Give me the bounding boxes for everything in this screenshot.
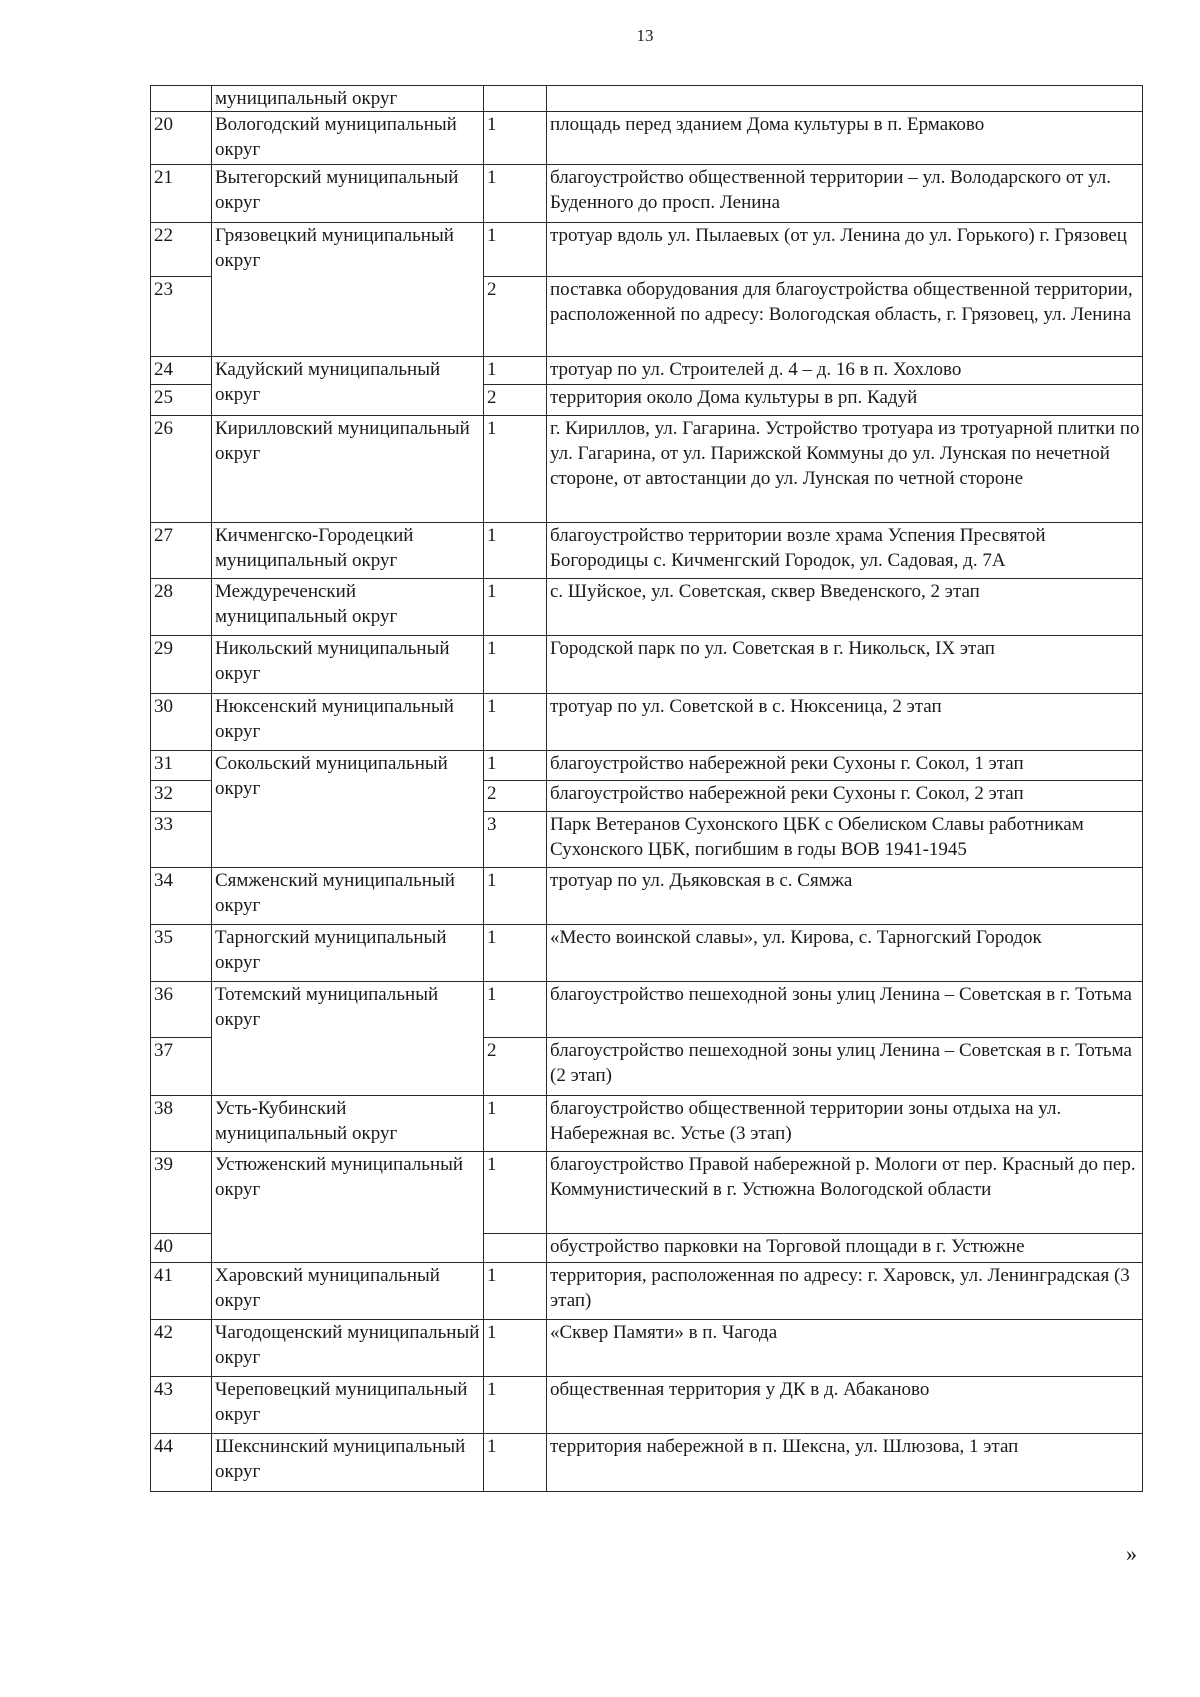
- object-cell: обустройство парковки на Торговой площади в г. Устюжне: [547, 1234, 1143, 1263]
- row-number: 37: [151, 1038, 212, 1096]
- order-cell: 1: [484, 1263, 547, 1320]
- order-cell: 1: [484, 165, 547, 223]
- object-cell: благоустройство Правой набережной р. Мологи от пер. Красный до пер. Коммунистический в г. Устюжна Вологодской области: [547, 1152, 1143, 1234]
- order-cell: 1: [484, 1320, 547, 1377]
- table-row: [151, 112, 1143, 165]
- table-row: [151, 925, 1143, 982]
- object-cell: тротуар по ул. Дьяковская в с. Сямжа: [547, 868, 1143, 925]
- object-cell: территория набережной в п. Шексна, ул. Шлюзова, 1 этап: [547, 1434, 1143, 1492]
- row-number: 34: [151, 868, 212, 925]
- row-number: 20: [151, 112, 212, 165]
- object-cell: тротуар по ул. Советской в с. Нюксеница, 2 этап: [547, 694, 1143, 751]
- table-row: [151, 982, 1143, 1038]
- district-cell: Шекснинский муниципальный округ: [212, 1434, 484, 1492]
- objects-table: [150, 85, 1143, 1492]
- table-row: [151, 868, 1143, 925]
- row-number: 31: [151, 751, 212, 781]
- order-cell: 2: [484, 781, 547, 812]
- order-cell: 1: [484, 112, 547, 165]
- table-row: [151, 636, 1143, 694]
- district-cell: Кирилловский муниципальный округ: [212, 416, 484, 523]
- page-number: 13: [636, 26, 654, 45]
- district-cell: Сокольский муниципальный округ: [212, 751, 484, 868]
- object-cell: Парк Ветеранов Сухонского ЦБК с Обелиском Славы работникам Сухонского ЦБК, погибшим в годы ВОВ 1941-1945: [547, 812, 1143, 868]
- object-cell: благоустройство территории возле храма Успения Пресвятой Богородицы с. Кичменгский Городок, ул. Садовая, д. 7А: [547, 523, 1143, 579]
- object-cell: благоустройство пешеходной зоны улиц Ленина – Советская в г. Тотьма: [547, 982, 1143, 1038]
- order-cell: 2: [484, 277, 547, 357]
- order-cell: [484, 1234, 547, 1263]
- object-cell: Городской парк по ул. Советская в г. Никольск, IX этап: [547, 636, 1143, 694]
- object-cell: площадь перед зданием Дома культуры в п. Ермаково: [547, 112, 1143, 165]
- object-cell: территория около Дома культуры в рп. Кадуй: [547, 385, 1143, 416]
- row-number: 44: [151, 1434, 212, 1492]
- order-cell: 2: [484, 385, 547, 416]
- order-cell: 1: [484, 357, 547, 385]
- object-cell: [547, 86, 1143, 112]
- district-cell: Череповецкий муниципальный округ: [212, 1377, 484, 1434]
- row-number: 42: [151, 1320, 212, 1377]
- closing-quote-mark: »: [1126, 1541, 1137, 1566]
- order-cell: 1: [484, 694, 547, 751]
- table-row: [151, 523, 1143, 579]
- row-number: 38: [151, 1096, 212, 1152]
- table-row: [151, 1263, 1143, 1320]
- row-number: 33: [151, 812, 212, 868]
- row-number: 39: [151, 1152, 212, 1234]
- row-number: 22: [151, 223, 212, 277]
- order-cell: 1: [484, 982, 547, 1038]
- object-cell: благоустройство пешеходной зоны улиц Ленина – Советская в г. Тотьма (2 этап): [547, 1038, 1143, 1096]
- district-cell: Кичменгско-Городецкий муниципальный округ: [212, 523, 484, 579]
- row-number: 36: [151, 982, 212, 1038]
- district-cell: Усть-Кубинский муниципальный округ: [212, 1096, 484, 1152]
- order-cell: 1: [484, 925, 547, 982]
- table-row: [151, 1096, 1143, 1152]
- row-number: 24: [151, 357, 212, 385]
- table-row: [151, 1377, 1143, 1434]
- row-number: 21: [151, 165, 212, 223]
- table-row: [151, 416, 1143, 523]
- row-number: 23: [151, 277, 212, 357]
- order-cell: 1: [484, 223, 547, 277]
- table-row: [151, 357, 1143, 385]
- district-cell: Тарногский муниципальный округ: [212, 925, 484, 982]
- order-cell: 1: [484, 1152, 547, 1234]
- order-cell: 1: [484, 636, 547, 694]
- object-cell: поставка оборудования для благоустройства общественной территории, расположенной по адресу: Вологодская область, г. Грязовец, ул. Ленина: [547, 277, 1143, 357]
- object-cell: благоустройство набережной реки Сухоны г. Сокол, 1 этап: [547, 751, 1143, 781]
- district-cell: Харовский муниципальный округ: [212, 1263, 484, 1320]
- order-cell: 1: [484, 1096, 547, 1152]
- order-cell: 1: [484, 751, 547, 781]
- district-cell: Чагодощенский муниципальный округ: [212, 1320, 484, 1377]
- row-number: 25: [151, 385, 212, 416]
- order-cell: 1: [484, 1377, 547, 1434]
- district-cell: Никольский муниципальный округ: [212, 636, 484, 694]
- row-number: 40: [151, 1234, 212, 1263]
- row-number: 35: [151, 925, 212, 982]
- table-row: [151, 1434, 1143, 1492]
- object-cell: с. Шуйское, ул. Советская, сквер Введенского, 2 этап: [547, 579, 1143, 636]
- district-cell: Сямженский муниципальный округ: [212, 868, 484, 925]
- object-cell: благоустройство набережной реки Сухоны г. Сокол, 2 этап: [547, 781, 1143, 812]
- table-row: [151, 86, 1143, 112]
- object-cell: тротуар вдоль ул. Пылаевых (от ул. Ленина до ул. Горького) г. Грязовец: [547, 223, 1143, 277]
- table-row: [151, 165, 1143, 223]
- district-cell: Вологодский муниципальный округ: [212, 112, 484, 165]
- object-cell: общественная территория у ДК в д. Абаканово: [547, 1377, 1143, 1434]
- order-cell: 2: [484, 1038, 547, 1096]
- order-cell: 3: [484, 812, 547, 868]
- district-cell: Кадуйский муниципальный округ: [212, 357, 484, 416]
- row-number: 41: [151, 1263, 212, 1320]
- row-number: 32: [151, 781, 212, 812]
- row-number: 26: [151, 416, 212, 523]
- object-cell: территория, расположенная по адресу: г. Харовск, ул. Ленинградская (3 этап): [547, 1263, 1143, 1320]
- row-number: 27: [151, 523, 212, 579]
- table-row: [151, 1152, 1143, 1234]
- order-cell: 1: [484, 1434, 547, 1492]
- row-number: 43: [151, 1377, 212, 1434]
- district-cell: муниципальный округ: [212, 86, 484, 112]
- order-cell: 1: [484, 416, 547, 523]
- table-row: [151, 751, 1143, 781]
- row-number: 28: [151, 579, 212, 636]
- table-row: [151, 579, 1143, 636]
- row-number: 29: [151, 636, 212, 694]
- district-cell: Междуреченский муниципальный округ: [212, 579, 484, 636]
- table-row: [151, 694, 1143, 751]
- object-cell: тротуар по ул. Строителей д. 4 – д. 16 в п. Хохлово: [547, 357, 1143, 385]
- object-cell: благоустройство общественной территории зоны отдыха на ул. Набережная вс. Устье (3 этап): [547, 1096, 1143, 1152]
- row-number: [151, 86, 212, 112]
- district-cell: Нюксенский муниципальный округ: [212, 694, 484, 751]
- district-cell: Устюженский муниципальный округ: [212, 1152, 484, 1263]
- district-cell: Тотемский муниципальный округ: [212, 982, 484, 1096]
- table-row: [151, 1320, 1143, 1377]
- order-cell: 1: [484, 868, 547, 925]
- district-cell: Вытегорский муниципальный округ: [212, 165, 484, 223]
- object-cell: г. Кириллов, ул. Гагарина. Устройство тротуара из тротуарной плитки по ул. Гагарина, от ул. Парижской Коммуны до ул. Лунская по нечетной стороне, от автостанции до ул. Лунская по четной стороне: [547, 416, 1143, 523]
- order-cell: 1: [484, 523, 547, 579]
- object-cell: «Место воинской славы», ул. Кирова, с. Тарногский Городок: [547, 925, 1143, 982]
- row-number: 30: [151, 694, 212, 751]
- object-cell: «Сквер Памяти» в п. Чагода: [547, 1320, 1143, 1377]
- order-cell: 1: [484, 579, 547, 636]
- table-row: [151, 223, 1143, 277]
- object-cell: благоустройство общественной территории – ул. Володарского от ул. Буденного до просп. Ленина: [547, 165, 1143, 223]
- district-cell: Грязовецкий муниципальный округ: [212, 223, 484, 357]
- order-cell: [484, 86, 547, 112]
